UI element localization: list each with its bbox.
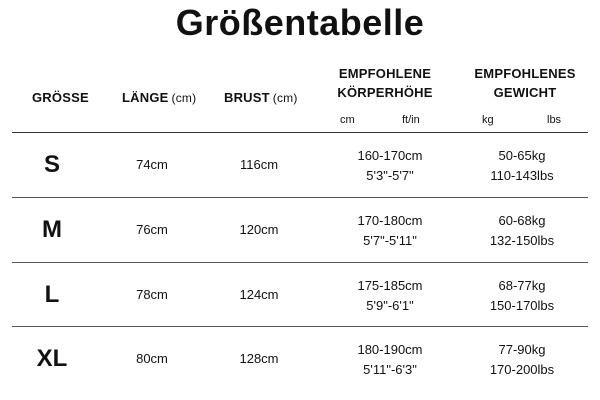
weight-values bbox=[467, 276, 577, 316]
header-chest-label: BRUST bbox=[224, 90, 270, 105]
height-ftin: 5'11"-6'3" bbox=[363, 362, 417, 377]
height-values bbox=[330, 276, 450, 316]
header-chest bbox=[224, 90, 298, 105]
length-value: 76cm bbox=[136, 222, 168, 237]
weight-kg: 50-65kg bbox=[498, 148, 546, 163]
height-ftin: 5'3"-5'7" bbox=[366, 168, 414, 183]
header-height bbox=[325, 64, 445, 102]
height-values bbox=[330, 340, 450, 380]
height-ftin: 5'9"-6'1" bbox=[366, 298, 414, 313]
weight-lbs: 132-150lbs bbox=[489, 233, 555, 248]
length-value: 80cm bbox=[136, 351, 168, 366]
chest-value: 116cm bbox=[239, 157, 279, 172]
chest-value: 128cm bbox=[239, 351, 279, 366]
weight-lbs: 110-143lbs bbox=[490, 168, 554, 183]
height-cm: 170-180cm bbox=[357, 213, 423, 228]
header-weight-line2: GEWICHT bbox=[493, 85, 557, 100]
height-values bbox=[330, 146, 450, 186]
header-length bbox=[122, 90, 196, 105]
header-weight-line1: EMPFOHLENES bbox=[474, 66, 576, 81]
height-ftin: 5'7"-5'11" bbox=[363, 233, 417, 248]
table-row bbox=[12, 327, 588, 391]
size-label: S bbox=[43, 151, 60, 178]
size-label: XL bbox=[36, 345, 68, 372]
size-label: L bbox=[44, 281, 60, 308]
subheader-height-ftin: ft/in bbox=[402, 114, 420, 126]
header-size: GRÖSSE bbox=[32, 90, 89, 105]
length-value: 78cm bbox=[136, 287, 168, 302]
subheader-weight-kg: kg bbox=[482, 114, 494, 126]
weight-values bbox=[467, 146, 577, 186]
weight-lbs: 170-200lbs bbox=[489, 362, 555, 377]
table-row bbox=[12, 198, 588, 262]
height-values bbox=[330, 211, 450, 251]
header-height-line2: KÖRPERHÖHE bbox=[337, 85, 433, 100]
header-weight bbox=[460, 64, 590, 102]
weight-kg: 68-77kg bbox=[498, 278, 546, 293]
header-length-unit: (cm) bbox=[171, 91, 197, 105]
weight-kg: 77-90kg bbox=[498, 342, 546, 357]
header-height-line1: EMPFOHLENE bbox=[338, 66, 432, 81]
weight-values bbox=[467, 340, 577, 380]
header-chest-unit: (cm) bbox=[272, 91, 298, 105]
chest-value: 124cm bbox=[239, 287, 279, 302]
height-cm: 160-170cm bbox=[357, 148, 423, 163]
subheader-height-cm: cm bbox=[340, 114, 355, 126]
height-cm: 175-185cm bbox=[357, 278, 423, 293]
weight-lbs: 150-170lbs bbox=[489, 298, 555, 313]
size-label: M bbox=[42, 216, 62, 243]
table-row bbox=[12, 263, 588, 327]
weight-values bbox=[467, 211, 577, 251]
chest-value: 120cm bbox=[239, 222, 279, 237]
length-value: 74cm bbox=[136, 157, 168, 172]
height-cm: 180-190cm bbox=[357, 342, 423, 357]
table-row bbox=[12, 133, 588, 197]
subheader-weight-lbs: lbs bbox=[547, 114, 562, 126]
page-title: Größentabelle bbox=[175, 2, 425, 43]
weight-kg: 60-68kg bbox=[498, 213, 546, 228]
header-length-label: LÄNGE bbox=[122, 90, 169, 105]
